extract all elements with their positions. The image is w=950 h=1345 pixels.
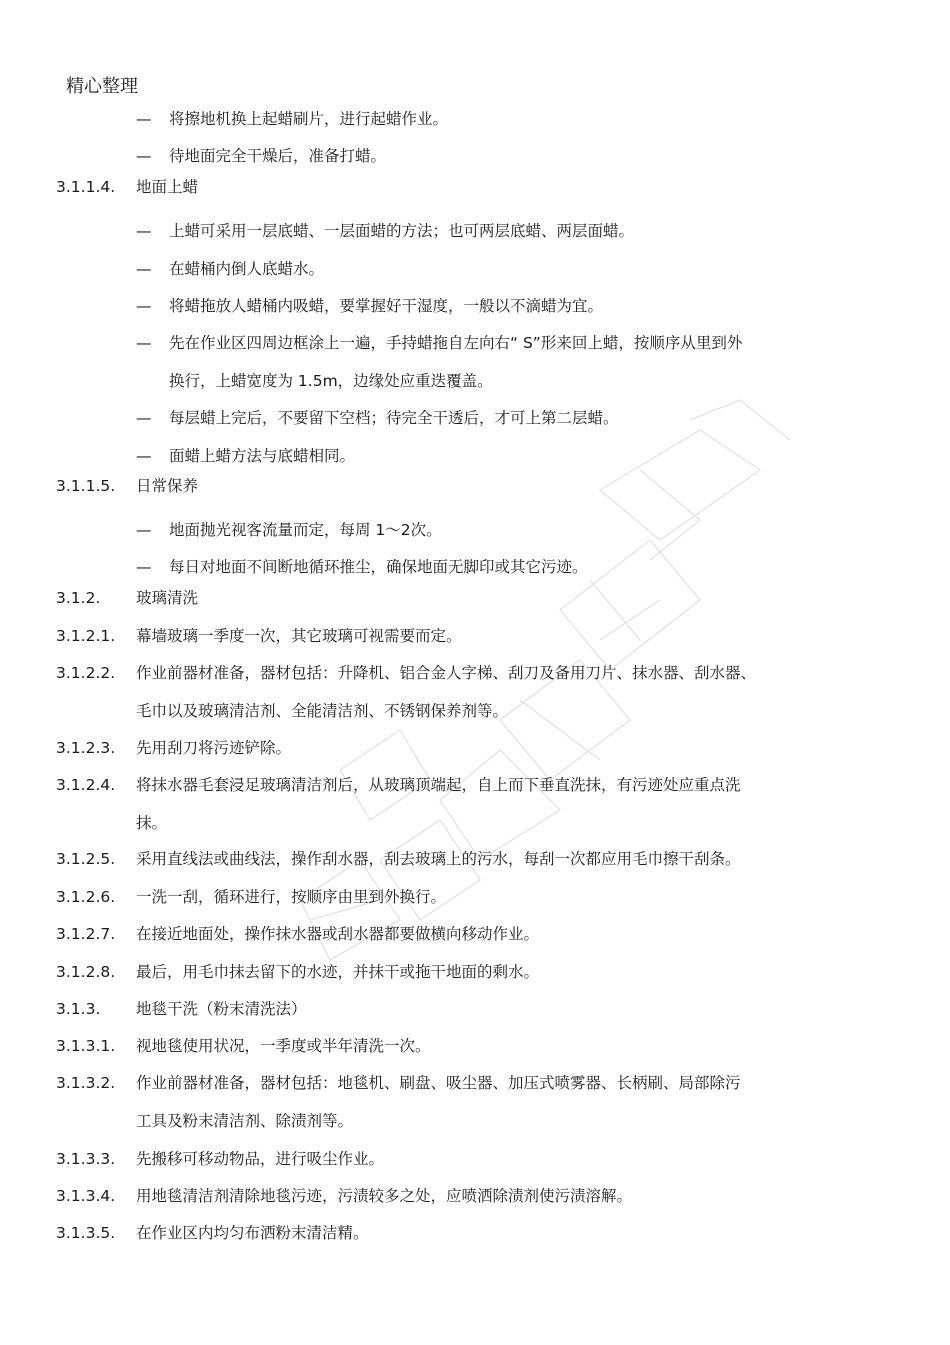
bullet-dash: — (136, 409, 152, 427)
bullet-text: 将蜡拖放人蜡桶内吸蜡，要掌握好干湿度，一般以不滴蜡为宜。 (169, 297, 604, 315)
bullet-text: 地面抛光视客流量而定，每周 1～2次。 (169, 521, 442, 539)
section-number: 3.1.1.4. (56, 178, 116, 196)
bullet-dash: — (136, 558, 152, 576)
section-text: 将抹水器毛套浸足玻璃清洁剂后，从玻璃顶端起，自上而下垂直洗抹，有污迹处应重点洗 (136, 776, 741, 794)
section-text: 先用刮刀将污迹铲除。 (136, 739, 292, 757)
section-number: 3.1.2.4. (56, 776, 116, 794)
section-text: 幕墙玻璃一季度一次，其它玻璃可视需要而定。 (136, 627, 462, 645)
bullet-dash: — (136, 260, 152, 278)
bullet-dash: — (136, 521, 152, 539)
bullet-text: 面蜡上蜡方法与底蜡相同。 (169, 447, 356, 465)
bullet-text: 将擦地机换上起蜡刷片，进行起蜡作业。 (169, 110, 449, 128)
section-number: 3.1.3.5. (56, 1224, 116, 1242)
bullet-dash: — (136, 447, 152, 465)
section-number: 3.1.3.2. (56, 1074, 116, 1092)
section-text: 作业前器材准备，器材包括：地毯机、刷盘、吸尘器、加压式喷雾器、长柄刷、局部除污 (136, 1074, 741, 1092)
section-number: 3.1.2.2. (56, 664, 116, 682)
section-number: 3.1.2. (56, 589, 101, 607)
bullet-dash: — (136, 297, 152, 315)
section-text: 玻璃清洗 (136, 589, 199, 607)
section-number: 3.1.2.7. (56, 925, 116, 943)
section-text: 在接近地面处，操作抹水器或刮水器都要做横向移动作业。 (136, 925, 540, 943)
page-header: 精心整理 (66, 76, 138, 97)
continuation-text: 毛巾以及玻璃清洁剂、全能清洁剂、不锈钢保养剂等。 (136, 702, 509, 720)
section-number: 3.1.2.5. (56, 850, 116, 868)
section-text: 用地毯清洁剂清除地毯污迹，污渍较多之处，应喷洒除渍剂使污渍溶解。 (136, 1187, 633, 1205)
bullet-text: 在蜡桶内倒人底蜡水。 (169, 260, 325, 278)
section-text: 日常保养 (136, 477, 199, 495)
section-number: 3.1.3.1. (56, 1037, 116, 1055)
section-text: 作业前器材准备，器材包括：升降机、铝合金人字梯、刮刀及备用刀片、抹水器、刮水器、 (136, 664, 757, 682)
section-number: 3.1.2.1. (56, 627, 116, 645)
bullet-text: 先在作业区四周边框涂上一遍，手持蜡拖自左向右“ S”形来回上蜡，按顺序从里到外 (169, 334, 743, 352)
bullet-dash: — (136, 147, 152, 165)
section-text: 一洗一刮，循环进行，按顺序由里到外换行。 (136, 888, 447, 906)
continuation-text: 抹。 (136, 814, 168, 832)
bullet-text: 每日对地面不间断地循环推尘，确保地面无脚印或其它污迹。 (169, 558, 588, 576)
continuation-text: 换行，上蜡宽度为 1.5m，边缘处应重迭覆盖。 (169, 372, 493, 390)
continuation-text: 工具及粉末清洁剂、除渍剂等。 (136, 1112, 354, 1130)
bullet-dash: — (136, 222, 152, 240)
section-number: 3.1.2.3. (56, 739, 116, 757)
bullet-text: 每层蜡上完后，不要留下空档；待完全干透后，才可上第二层蜡。 (169, 409, 619, 427)
bullet-dash: — (136, 334, 152, 352)
section-number: 3.1.3. (56, 1000, 101, 1018)
section-text: 最后，用毛巾抹去留下的水迹，并抹干或拖干地面的剩水。 (136, 963, 540, 981)
section-number: 3.1.2.8. (56, 963, 116, 981)
bullet-text: 待地面完全干燥后，准备打蜡。 (169, 147, 387, 165)
section-text: 先搬移可移动物品，进行吸尘作业。 (136, 1150, 385, 1168)
section-text: 采用直线法或曲线法，操作刮水器，刮去玻璃上的污水，每刮一次都应用毛巾擦干刮条。 (136, 850, 741, 868)
section-number: 3.1.2.6. (56, 888, 116, 906)
section-number: 3.1.1.5. (56, 477, 116, 495)
section-number: 3.1.3.4. (56, 1187, 116, 1205)
section-text: 地毯干洗（粉末清洗法） (136, 1000, 307, 1018)
bullet-text: 上蜡可采用一层底蜡、一层面蜡的方法；也可两层底蜡、两层面蜡。 (169, 222, 635, 240)
section-text: 在作业区内均匀布洒粉末清洁精。 (136, 1224, 369, 1242)
section-text: 地面上蜡 (136, 178, 199, 196)
section-number: 3.1.3.3. (56, 1150, 116, 1168)
section-text: 视地毯使用状况，一季度或半年清洗一次。 (136, 1037, 431, 1055)
bullet-dash: — (136, 110, 152, 128)
